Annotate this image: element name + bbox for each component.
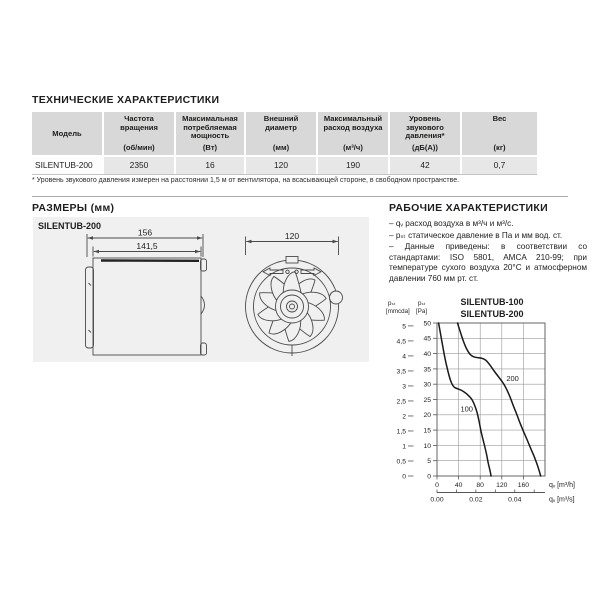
col-header-diameter — [246, 112, 316, 155]
col-header-label: Уровень звукового давления* — [405, 114, 445, 141]
dimensions-model-label: SILENTUB-200 — [38, 221, 102, 231]
col-header-unit: (Вт) — [202, 143, 218, 153]
dim-label-body: 141,5 — [136, 241, 158, 251]
dim-label-diameter: 120 — [284, 231, 300, 241]
pa-tick-label: 50 — [423, 320, 431, 328]
col-header-label: Максимальная потребляемая мощность — [182, 114, 238, 141]
col-header-unit: (кг) — [493, 143, 506, 153]
mmcda-tick-label: 4,5 — [396, 338, 406, 346]
col-header-unit: (мм) — [272, 143, 290, 153]
pa-tick-label: 30 — [423, 381, 431, 389]
y-axis-title-pa-unit: [Pa] — [416, 308, 428, 315]
mmcda-tick-label: 0 — [402, 473, 406, 481]
dim-label-overall: 156 — [137, 227, 153, 238]
mmcda-tick-label: 2,5 — [396, 398, 406, 406]
mmcda-tick-label: 2 — [402, 413, 406, 421]
x2-axis-title: qᵥ [m³/s] — [549, 496, 575, 504]
arrow-right-icon — [301, 268, 321, 276]
dimensions-title: РАЗМЕРЫ (мм) — [32, 202, 115, 214]
col-header-airflow — [318, 112, 388, 155]
col-header-label: Модель — [52, 128, 82, 138]
pa-tick-label: 35 — [423, 366, 431, 374]
pa-tick-label: 25 — [423, 396, 431, 404]
y-axis-title-mmcda: pₛₜ — [388, 300, 396, 307]
col-header-unit: (об/мин) — [123, 143, 155, 153]
mmcda-tick-label: 1 — [402, 443, 406, 451]
x2-tick-label: 0.04 — [508, 496, 522, 504]
col-header-speed — [104, 112, 174, 155]
mounting-tab — [286, 257, 298, 264]
pa-tick-label: 40 — [423, 351, 431, 358]
side-bump — [201, 296, 205, 314]
pa-tick-label: 20 — [423, 412, 431, 420]
col-header-weight — [462, 112, 537, 155]
mmcda-tick-label: 3 — [402, 383, 406, 391]
side-view-drawing — [86, 228, 207, 356]
pa-tick-label: 5 — [427, 458, 431, 466]
chart-title-silentub-200: SILENTUB-200 — [460, 309, 524, 319]
x2-tick-label: 0.00 — [430, 496, 444, 504]
pa-tick-label: 45 — [423, 335, 431, 343]
curve-label-200: 200 — [506, 374, 519, 384]
mmcda-tick-label: 5 — [402, 323, 406, 331]
spec-table — [32, 112, 537, 175]
x-tick-label: 0 — [435, 482, 439, 489]
cell-model: SILENTUB-200 — [32, 157, 102, 174]
cell-airflow: 190 — [318, 157, 388, 174]
col-header-unit: (дБ(А)) — [412, 143, 438, 153]
col-header-label: Вес — [492, 114, 507, 123]
pa-tick-label: 15 — [423, 427, 431, 435]
cell-speed: 2350 — [104, 157, 174, 174]
mmcda-tick-label: 4 — [402, 353, 406, 361]
x-axis-title: qᵥ [m³/h] — [549, 482, 575, 489]
dimensions-panel — [33, 217, 369, 362]
sound-level-footnote: * Уровень звукового давления измерен на расстоянии 1,5 м от вентилятора, на всасывающей стороне, в свободном пространстве. — [32, 177, 460, 184]
chart-title-silentub-100: SILENTUB-100 — [460, 297, 524, 307]
col-header-label: Максимальный расход воздуха — [323, 114, 383, 132]
note-pressure: – pₛₜ статическое давление в Па и мм вод. ст. — [389, 230, 563, 240]
wall-flange — [86, 267, 94, 348]
tech-specs-title: ТЕХНИЧЕСКИЕ ХАРАКТЕРИСТИКИ — [32, 94, 220, 106]
col-header-model — [32, 112, 102, 155]
x2-tick-label: 0.02 — [469, 496, 483, 504]
y-axis-title-mmcda-unit: [mmcda] — [386, 308, 410, 315]
performance-title: РАБОЧИЕ ХАРАКТЕРИСТИКИ — [389, 202, 548, 214]
arrow-left-icon — [263, 268, 283, 276]
note-airflow: – qᵥ расход воздуха в м³/ч и м³/с. — [389, 219, 514, 228]
col-header-sound — [390, 112, 460, 155]
mmcda-tick-label: 3,5 — [396, 368, 406, 376]
x-tick-label: 120 — [496, 482, 508, 489]
body-outline — [93, 258, 201, 355]
front-view-drawing — [246, 231, 343, 356]
x-tick-label: 40 — [454, 482, 463, 489]
dimension-body — [93, 241, 201, 257]
mmcda-tick-label: 1,5 — [396, 428, 406, 436]
col-header-power — [176, 112, 244, 155]
cell-sound: 42 — [390, 157, 460, 174]
y-axis-title-pa: pₛₜ — [418, 300, 426, 307]
performance-notes — [389, 219, 587, 286]
curve-label-100: 100 — [460, 404, 473, 414]
note-standards: – Данные приведены: в соответствии со стандартами: ISO 5801, AMCA 210-99; при температуре сухого воздуха 20°C и атмосферном давлении 760 мм рт. ст. — [389, 242, 587, 283]
screw-left-icon — [286, 270, 289, 273]
section-divider — [32, 196, 568, 197]
mmcda-tick-label: 0,5 — [396, 458, 406, 466]
pa-tick-label: 0 — [427, 473, 431, 481]
fan-side-body — [86, 258, 207, 355]
dimension-diameter — [246, 231, 339, 255]
col-header-label: Частота вращения — [120, 114, 158, 132]
x-tick-label: 80 — [476, 482, 484, 489]
cell-weight: 0,7 — [462, 157, 537, 174]
x-tick-label: 160 — [517, 482, 530, 489]
col-header-label: Внешний диаметр — [263, 114, 299, 132]
cell-diameter: 120 — [246, 157, 316, 174]
cell-power: 16 — [176, 157, 244, 174]
dimension-drawings — [33, 217, 369, 363]
pa-tick-label: 10 — [423, 442, 431, 450]
performance-chart — [385, 296, 600, 508]
col-header-unit: (м³/ч) — [343, 143, 363, 153]
